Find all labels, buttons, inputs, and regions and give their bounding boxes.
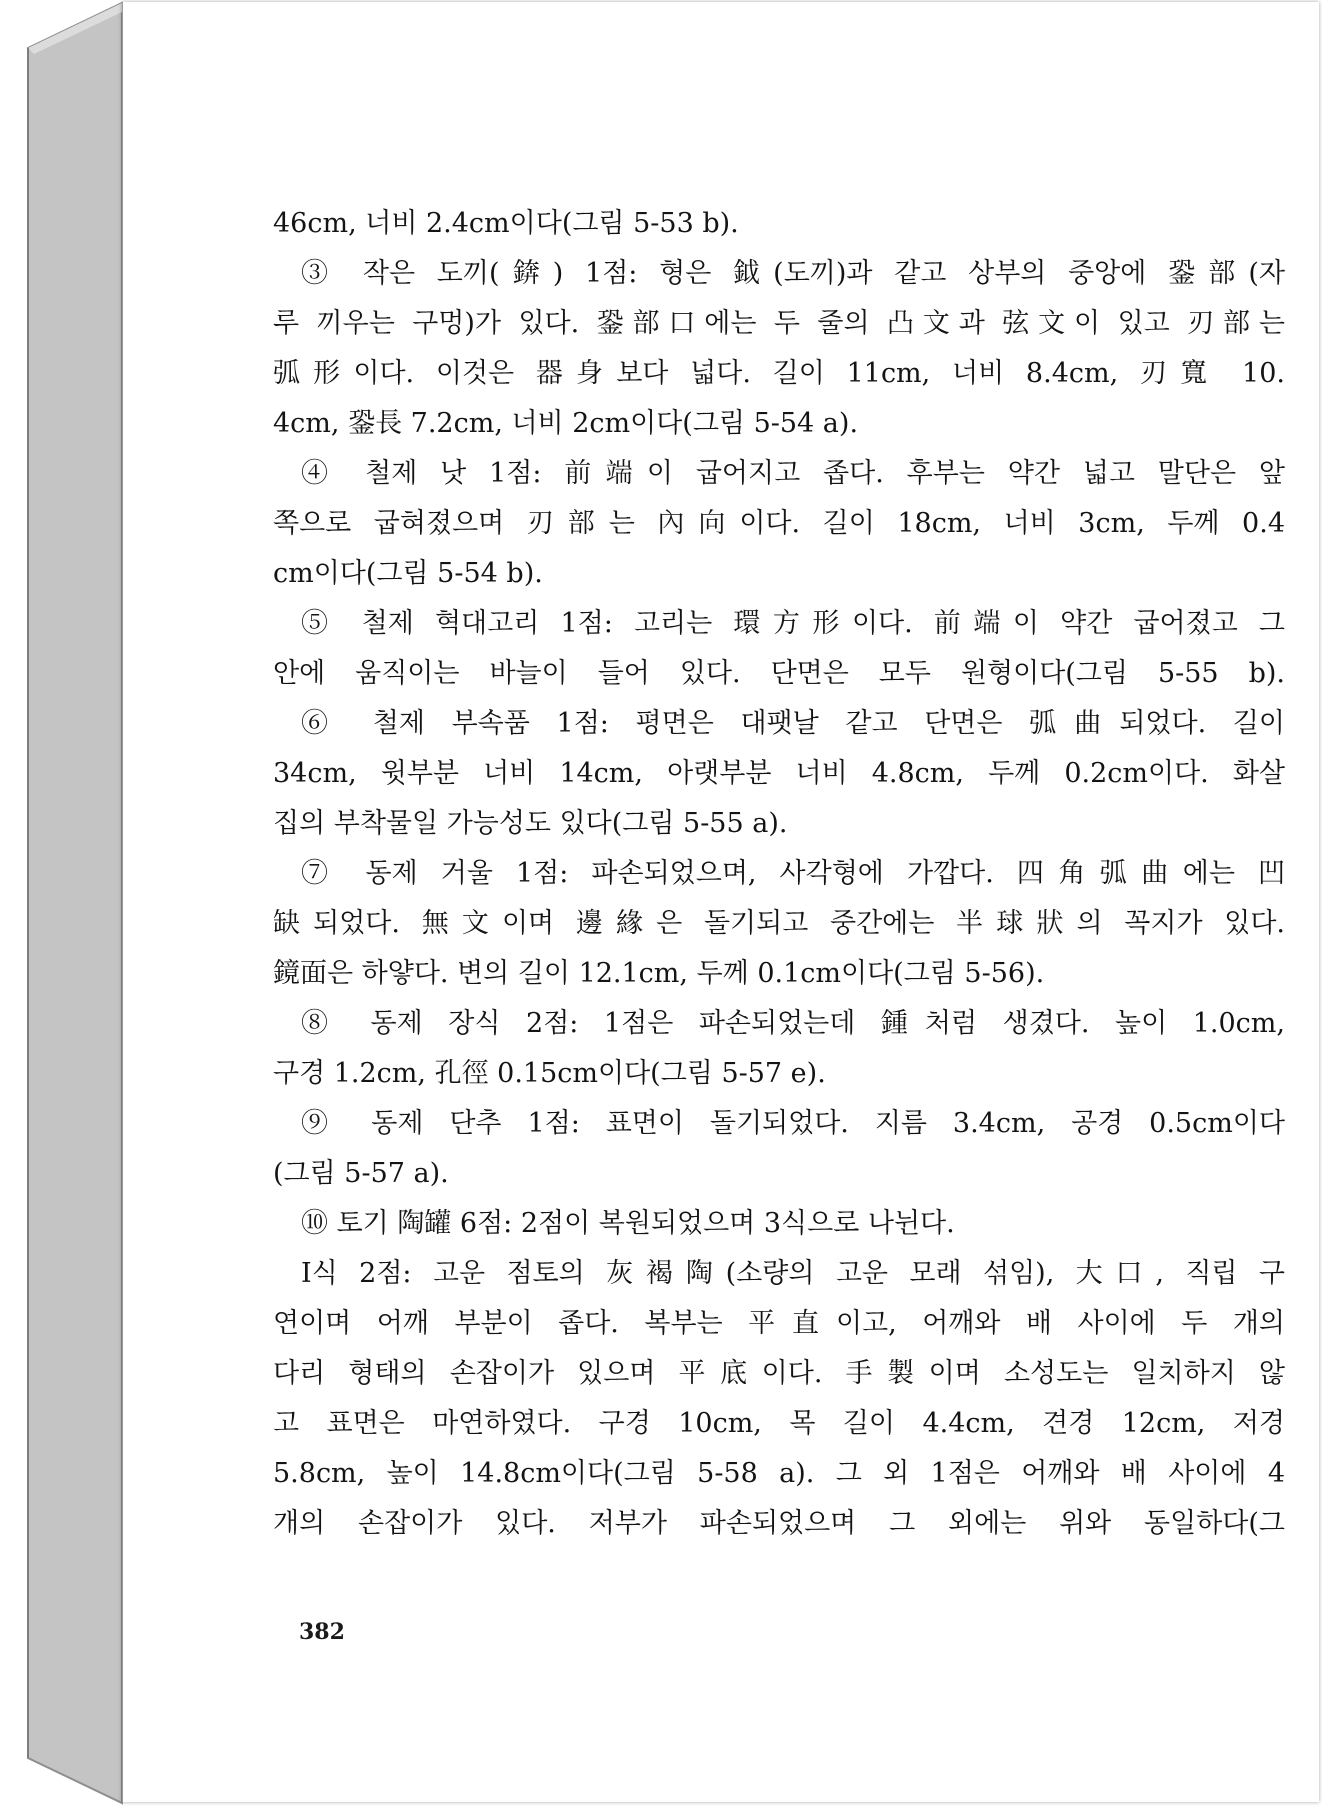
text-line: 弧形이다. 이것은 器身보다 넓다. 길이 11cm, 너비 8.4cm, 刃寬 10. [273,358,1285,389]
text-line: ③ 작은 도끼(錛) 1점: 형은 鉞(도끼)과 같고 상부의 중앙에 銎部(자 [301,258,1285,289]
text-line: ⑦ 동제 거울 1점: 파손되었으며, 사각형에 가깝다. 四角弧曲에는 凹 [301,858,1285,889]
text-line: ⑩ 토기 陶罐 6점: 2점이 복원되었으며 3식으로 나뉜다. [301,1208,955,1239]
text-line: ④ 철제 낫 1점: 前端이 굽어지고 좁다. 후부는 약간 넓고 말단은 앞 [301,458,1285,489]
text-line: I식 2점: 고운 점토의 灰褐陶(소량의 고운 모래 섞임), 大口, 직립 구 [301,1258,1285,1289]
text-line: ⑤ 철제 혁대고리 1점: 고리는 環方形이다. 前端이 약간 굽어졌고 그 [301,608,1285,639]
text-line: ⑥ 철제 부속품 1점: 평면은 대팻날 같고 단면은 弧曲되었다. 길이 [301,708,1285,739]
text-line: 34cm, 윗부분 너비 14cm, 아랫부분 너비 4.8cm, 두께 0.2cm이다. 화살 [273,758,1285,789]
text-line: cm이다(그림 5-54 b). [273,558,543,589]
text-line: 고 표면은 마연하였다. 구경 10cm, 목 길이 4.4cm, 견경 12cm, 저경 [273,1408,1285,1439]
text-line: ⑧ 동제 장식 2점: 1점은 파손되었는데 鍾처럼 생겼다. 높이 1.0cm, [301,1008,1285,1039]
text-line: 루 끼우는 구멍)가 있다. 銎部口에는 두 줄의 凸文과 弦文이 있고 刃部는 [273,308,1285,339]
text-line: 집의 부착물일 가능성도 있다(그림 5-55 a). [273,808,788,839]
text-line: 缺되었다. 無文이며 邊緣은 돌기되고 중간에는 半球狀의 꼭지가 있다. [273,908,1285,939]
text-line: ⑨ 동제 단추 1점: 표면이 돌기되었다. 지름 3.4cm, 공경 0.5cm이다 [301,1108,1285,1139]
text-line: 안에 움직이는 바늘이 들어 있다. 단면은 모두 원형이다(그림 5-55 b). [273,658,1285,689]
text-line: 쪽으로 굽혀졌으며 刃部는 內向이다. 길이 18cm, 너비 3cm, 두께 0.4 [273,508,1285,539]
book-page [122,2,1319,1802]
book-spine-edge [0,0,125,1806]
text-line: 4cm, 銎長 7.2cm, 너비 2cm이다(그림 5-54 a). [273,408,859,439]
text-line: 연이며 어깨 부분이 좁다. 복부는 平直이고, 어깨와 배 사이에 두 개의 [273,1308,1285,1339]
text-line: 개의 손잡이가 있다. 저부가 파손되었으며 그 외에는 위와 동일하다(그 [273,1508,1285,1539]
text-line: (그림 5-57 a). [273,1158,449,1189]
text-line: 鏡面은 하얗다. 변의 길이 12.1cm, 두께 0.1cm이다(그림 5-56). [273,958,1045,989]
page-number: 382 [299,1619,345,1645]
text-line: 다리 형태의 손잡이가 있으며 平底이다. 手製이며 소성도는 일치하지 않 [273,1358,1285,1389]
text-line: 46cm, 너비 2.4cm이다(그림 5-53 b). [273,208,739,239]
text-line: 구경 1.2cm, 孔徑 0.15cm이다(그림 5-57 e). [273,1058,826,1089]
text-line: 5.8cm, 높이 14.8cm이다(그림 5-58 a). 그 외 1점은 어깨와 배 사이에 4 [273,1458,1285,1489]
